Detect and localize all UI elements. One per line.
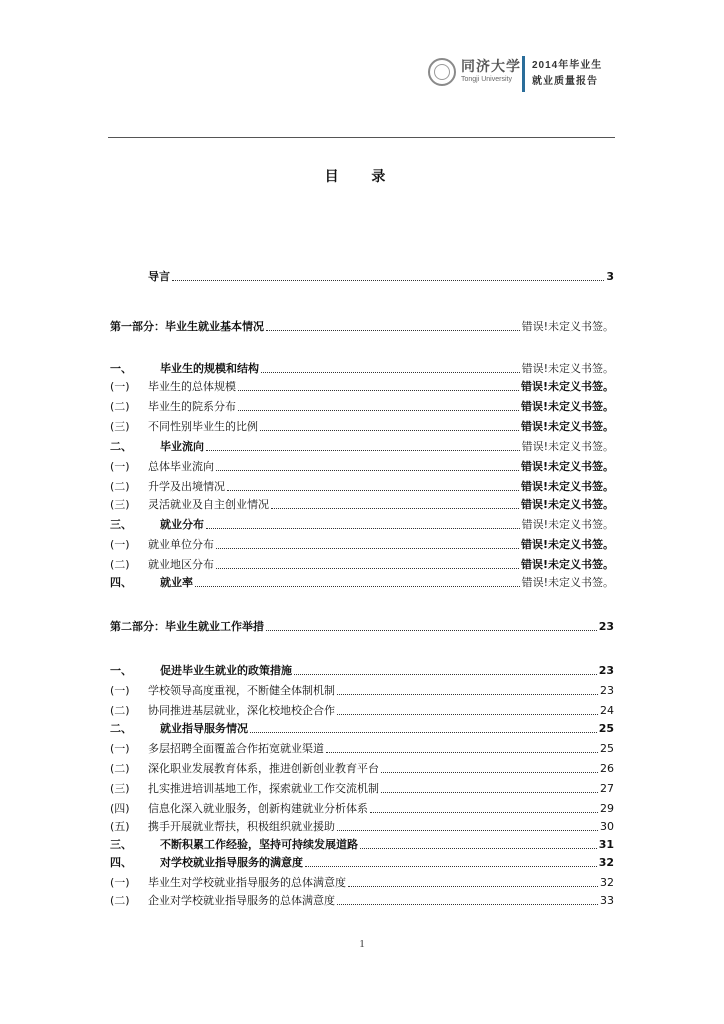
toc-entry-number: (一) [110,684,130,697]
toc-leader [216,469,519,471]
toc-leader [305,865,597,867]
report-title [532,58,602,90]
toc-entry-label: 协同推进基层就业，深化校地校企合作 [148,704,335,717]
toc-entry-number: 二、 [110,722,132,735]
toc-entry[interactable] [110,556,614,572]
university-seal-icon [428,58,456,86]
toc-entry-label: 升学及出境情况 [148,480,225,493]
toc-entry-label: 毕业生的总体规模 [148,380,236,393]
toc-entry[interactable] [110,478,614,494]
toc-entry-page: 错误!未定义书签。 [521,320,614,333]
toc-entry-label: 多层招聘全面覆盖合作拓宽就业渠道 [148,742,324,755]
toc-entry-label: 就业分布 [160,518,204,531]
toc-leader [326,751,598,753]
toc-leader [250,731,597,733]
toc-entry-number: 一、 [110,362,132,375]
toc-leader [337,713,598,715]
toc-leader [206,527,520,529]
toc-entry-label: 毕业生的规模和结构 [160,362,259,375]
toc-entry-page: 23 [598,664,614,677]
toc-entry-page: 错误!未定义书签。 [520,498,614,511]
toc-entry-number: 四、 [110,856,132,869]
toc-entry[interactable] [110,536,614,552]
toc-entry-label: 对学校就业指导服务的满意度 [160,856,303,869]
toc-entry-label: 学校领导高度重视，不断健全体制机制 [148,684,335,697]
toc-leader [370,811,598,813]
toc-entry-label: 毕业生的院系分布 [148,400,236,413]
toc-entry-label: 深化职业发展教育体系，推进创新创业教育平台 [148,762,379,775]
toc-entry[interactable] [110,682,614,698]
toc-entry[interactable] [110,780,614,796]
header-rule [108,137,615,138]
toc-leader [172,279,604,281]
toc-leader [360,847,597,849]
toc-entry-number: (二) [110,558,130,571]
toc-leader [238,389,519,391]
toc-entry[interactable] [110,760,614,776]
toc-entry[interactable] [110,662,614,678]
page-number: 1 [359,938,365,950]
toc-entry-label: 毕业流向 [160,440,204,453]
toc-leader [337,693,598,695]
toc-entry[interactable] [110,800,614,816]
toc-entry-number: (三) [110,782,130,795]
toc-entry[interactable] [110,496,614,512]
toc-entry-label: 不同性别毕业生的比例 [148,420,258,433]
toc-entry-page: 错误!未定义书签。 [520,400,614,413]
toc-entry[interactable] [110,378,614,394]
toc-entry-number: 四、 [110,576,132,589]
tongji-logo [428,58,521,86]
toc-leader [266,629,597,631]
toc-leader [216,567,519,569]
toc-leader [216,547,519,549]
toc-entry-label: 携手开展就业帮扶，积极组织就业援助 [148,820,335,833]
toc-entry-label: 就业率 [160,576,193,589]
toc-entry-number: (一) [110,876,130,889]
toc-entry-number: (二) [110,894,130,907]
toc-entry-number: (二) [110,704,130,717]
toc-leader [337,829,598,831]
toc-entry-number: (五) [110,820,130,833]
report-title-line1: 2014年毕业生 [532,60,603,71]
toc-entry-page: 23 [598,620,614,633]
toc-title: 目 录 [324,169,400,185]
toc-entry-label: 总体毕业流向 [148,460,214,473]
toc-entry-number: (三) [110,498,130,511]
toc-entry-label: 导言 [148,270,170,283]
toc-entry-page: 32 [598,856,614,869]
toc-entry-page: 23 [600,684,614,697]
toc-entry-page: 错误!未定义书签。 [520,460,614,473]
toc-leader [348,885,598,887]
toc-entry-number: 三、 [110,518,132,531]
toc-entry-number: (四) [110,802,130,815]
toc-entry-page: 25 [600,742,614,755]
toc-leader [337,903,598,905]
toc-entry[interactable] [110,702,614,718]
toc-entry-page: 错误!未定义书签。 [520,558,614,571]
toc-leader [294,673,597,675]
toc-entry-page: 30 [600,820,614,833]
toc-entry-label: 信息化深入就业服务，创新构建就业分析体系 [148,802,368,815]
toc-leader [261,371,520,373]
toc-entry-label: 毕业生对学校就业指导服务的总体满意度 [148,876,346,889]
toc-entry-number: 一、 [110,664,132,677]
toc-entry-page: 33 [600,894,614,907]
toc-entry-page: 3 [606,270,614,283]
toc-entry-page: 错误!未定义书签。 [521,362,614,375]
toc-entry[interactable] [110,720,614,736]
toc-leader [260,429,519,431]
toc-entry-label: 扎实推进培训基地工作，探索就业工作交流机制 [148,782,379,795]
toc-entry-number: (一) [110,538,130,551]
header-divider-bar [522,56,525,92]
toc-entry-number: 二、 [110,440,132,453]
toc-entry-intro[interactable] [110,268,614,284]
toc-entry-number: (三) [110,420,130,433]
toc-entry-label: 就业指导服务情况 [160,722,248,735]
toc-entry-page: 31 [598,838,614,851]
toc-entry-page: 错误!未定义书签。 [520,480,614,493]
toc-entry[interactable] [110,398,614,414]
toc-leader [238,409,519,411]
toc-entry-page: 错误!未定义书签。 [520,380,614,393]
toc-entry-page: 错误!未定义书签。 [521,440,614,453]
toc-leader [227,489,519,491]
toc-entry-page: 24 [600,704,614,717]
toc-entry-label: 第二部分：毕业生就业工作举措 [110,620,264,633]
toc-entry[interactable] [110,458,614,474]
toc-entry[interactable] [110,836,614,852]
toc-entry[interactable] [110,574,614,590]
toc-leader [271,507,519,509]
toc-entry-label: 就业单位分布 [148,538,214,551]
toc-entry-label: 灵活就业及自主创业情况 [148,498,269,511]
toc-entry-page: 32 [600,876,614,889]
toc-entry-label: 促进毕业生就业的政策措施 [160,664,292,677]
toc-entry[interactable] [110,418,614,434]
toc-leader [381,791,598,793]
toc-entry-label: 第一部分：毕业生就业基本情况 [110,320,264,333]
toc-entry[interactable] [110,438,614,454]
toc-entry-label: 企业对学校就业指导服务的总体满意度 [148,894,335,907]
toc-entry-page: 错误!未定义书签。 [520,538,614,551]
toc-entry-number: (一) [110,460,130,473]
toc-entry-number: 三、 [110,838,132,851]
toc-entry-part1[interactable] [110,318,614,334]
toc-leader [266,329,520,331]
toc-entry-number: (二) [110,480,130,493]
toc-entry-number: (一) [110,742,130,755]
toc-entry[interactable] [110,874,614,890]
toc-entry-page: 26 [600,762,614,775]
toc-entry-number: (二) [110,762,130,775]
toc-entry-page: 25 [598,722,614,735]
toc-entry[interactable] [110,360,614,376]
toc-entry-label: 不断积累工作经验，坚持可持续发展道路 [160,838,358,851]
toc-entry[interactable] [110,516,614,532]
toc-entry[interactable] [110,818,614,834]
toc-entry[interactable] [110,854,614,870]
toc-entry-page: 27 [600,782,614,795]
university-name-en: Tongji University [461,75,512,83]
toc-entry-label: 就业地区分布 [148,558,214,571]
page-header [0,0,724,140]
toc-entry-number: (一) [110,380,130,393]
toc-entry-part2[interactable] [110,618,614,634]
toc-leader [381,771,598,773]
toc-leader [206,449,520,451]
toc-entry[interactable] [110,892,614,908]
toc-entry-number: (二) [110,400,130,413]
university-name-cn: 同济大学 [461,59,521,76]
report-title-line2: 就业质量报告 [532,76,598,87]
toc-entry-page: 错误!未定义书签。 [521,576,614,589]
toc-entry-page: 29 [600,802,614,815]
toc-entry[interactable] [110,740,614,756]
toc-leader [195,585,520,587]
toc-entry-page: 错误!未定义书签。 [521,518,614,531]
toc-entry-page: 错误!未定义书签。 [520,420,614,433]
